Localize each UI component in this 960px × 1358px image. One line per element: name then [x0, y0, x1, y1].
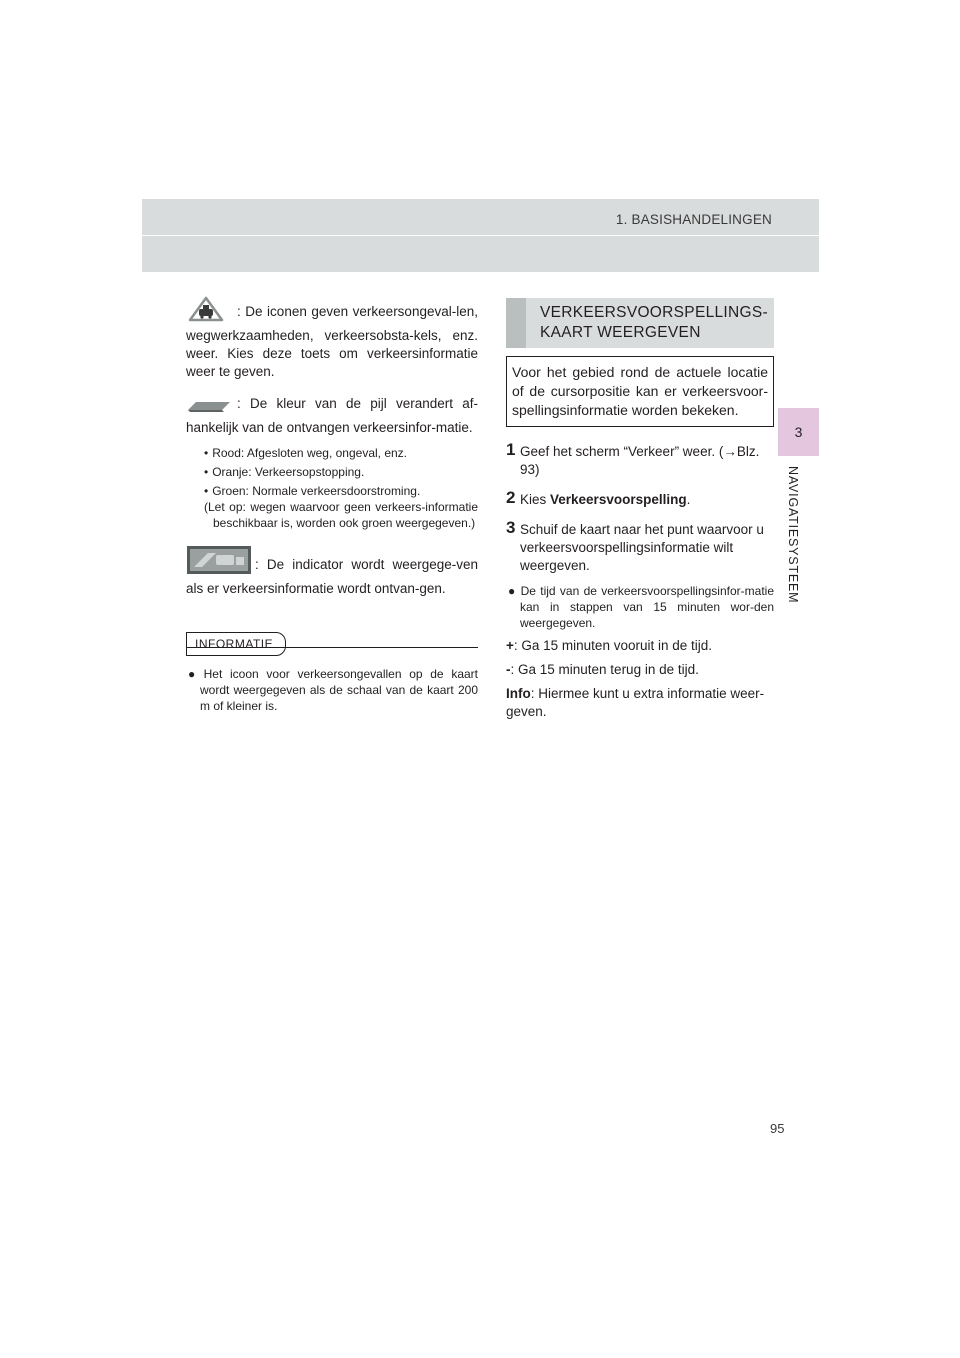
minus-key-description: -: Ga 15 minuten terug in de tijd. [506, 662, 699, 677]
incident-icon-description: : De iconen geven verkeersongeval-len, wegwerkzaamheden, verkeersobsta-kels, enz. weer. Kies deze toets om verkeersinformatie weer te geven. [186, 296, 478, 381]
traffic-incident-icon [186, 296, 234, 327]
step-text: Schuif de kaart naar het punt waarvoor u verkeersvoorspellingsinformatie wilt weergeven. [520, 522, 764, 573]
heading-accent-bar [506, 298, 526, 348]
chapter-label: NAVIGATIESYSTEEM [786, 466, 800, 604]
step-2: 2 Kies Verkeersvoorspelling. [506, 488, 691, 507]
left-column [186, 296, 478, 714]
list-item: • Rood: Afgesloten weg, ongeval, enz. [204, 445, 478, 461]
info-text: ● Het icoon voor verkeersongevallen op de kaart wordt weergegeven als de schaal van de kaart 200 m of kleiner is. [188, 667, 478, 713]
bullet-note: (Let op: wegen waarvoor geen verkeers-informatie beschikbaar is, worden ook groen weergegeven.) [204, 500, 478, 530]
step-1 [506, 440, 774, 479]
minus-key: - [506, 662, 511, 677]
step-number: 3 [506, 518, 516, 537]
traffic-indicator-icon [186, 545, 252, 580]
button-name: Verkeersvoorspelling [550, 492, 687, 507]
info-label: INFORMATIE [186, 632, 286, 656]
list-item: • Groen: Normale verkeersdoorstroming. (Let op: wegen waarvoor geen verkeers-informatie beschikbaar is, worden ook groen weergegeven.) [204, 483, 478, 531]
traffic-arrow-icon [186, 396, 234, 419]
heading-line-1: VERKEERSVOORSPELLINGS- [540, 304, 768, 321]
bullet-icon: ● [188, 667, 200, 681]
step-text: Geef het scherm “Verkeer” weer. (→Blz. 93) [520, 444, 760, 477]
plus-key-description: +: Ga 15 minuten vooruit in de tijd. [506, 638, 713, 653]
list-item: • Oranje: Verkeersopstopping. [204, 464, 478, 480]
section-title: 1. BASISHANDELINGEN [615, 212, 772, 227]
step-3 [506, 518, 774, 575]
intro-box: Voor het gebied rond de actuele locatie of de cursorpositie kan er verkeersvoor-spellingsinformatie worden bekeken. [506, 356, 774, 427]
page-number: 95 [770, 1121, 785, 1136]
step-number: 1 [506, 440, 516, 459]
info-key-description: Info: Hiermee kunt u extra informatie weer-geven. [506, 686, 765, 719]
header-divider [142, 235, 819, 236]
plus-key: + [506, 638, 514, 653]
arrow-color-description: : De kleur van de pijl verandert af-hankelijk van de ontvangen verkeersinfor-matie. [186, 396, 478, 435]
arrow-color-list [204, 445, 478, 531]
step-number: 2 [506, 488, 516, 507]
info-key: Info [506, 686, 531, 701]
indicator-description: : De indicator wordt weergege-ven als er verkeersinformatie wordt ontvan-gen. [186, 545, 478, 598]
heading-line-2: KAART WEERGEVEN [540, 324, 701, 341]
note: ● De tijd van de verkeersvoorspellingsinfor-matie kan in stappen van 15 minuten wor-den weergegeven. [508, 584, 774, 630]
chapter-tab: 3 [778, 408, 819, 456]
bullet-icon: ● [508, 584, 521, 598]
section-heading [506, 298, 774, 348]
right-column [506, 298, 774, 721]
